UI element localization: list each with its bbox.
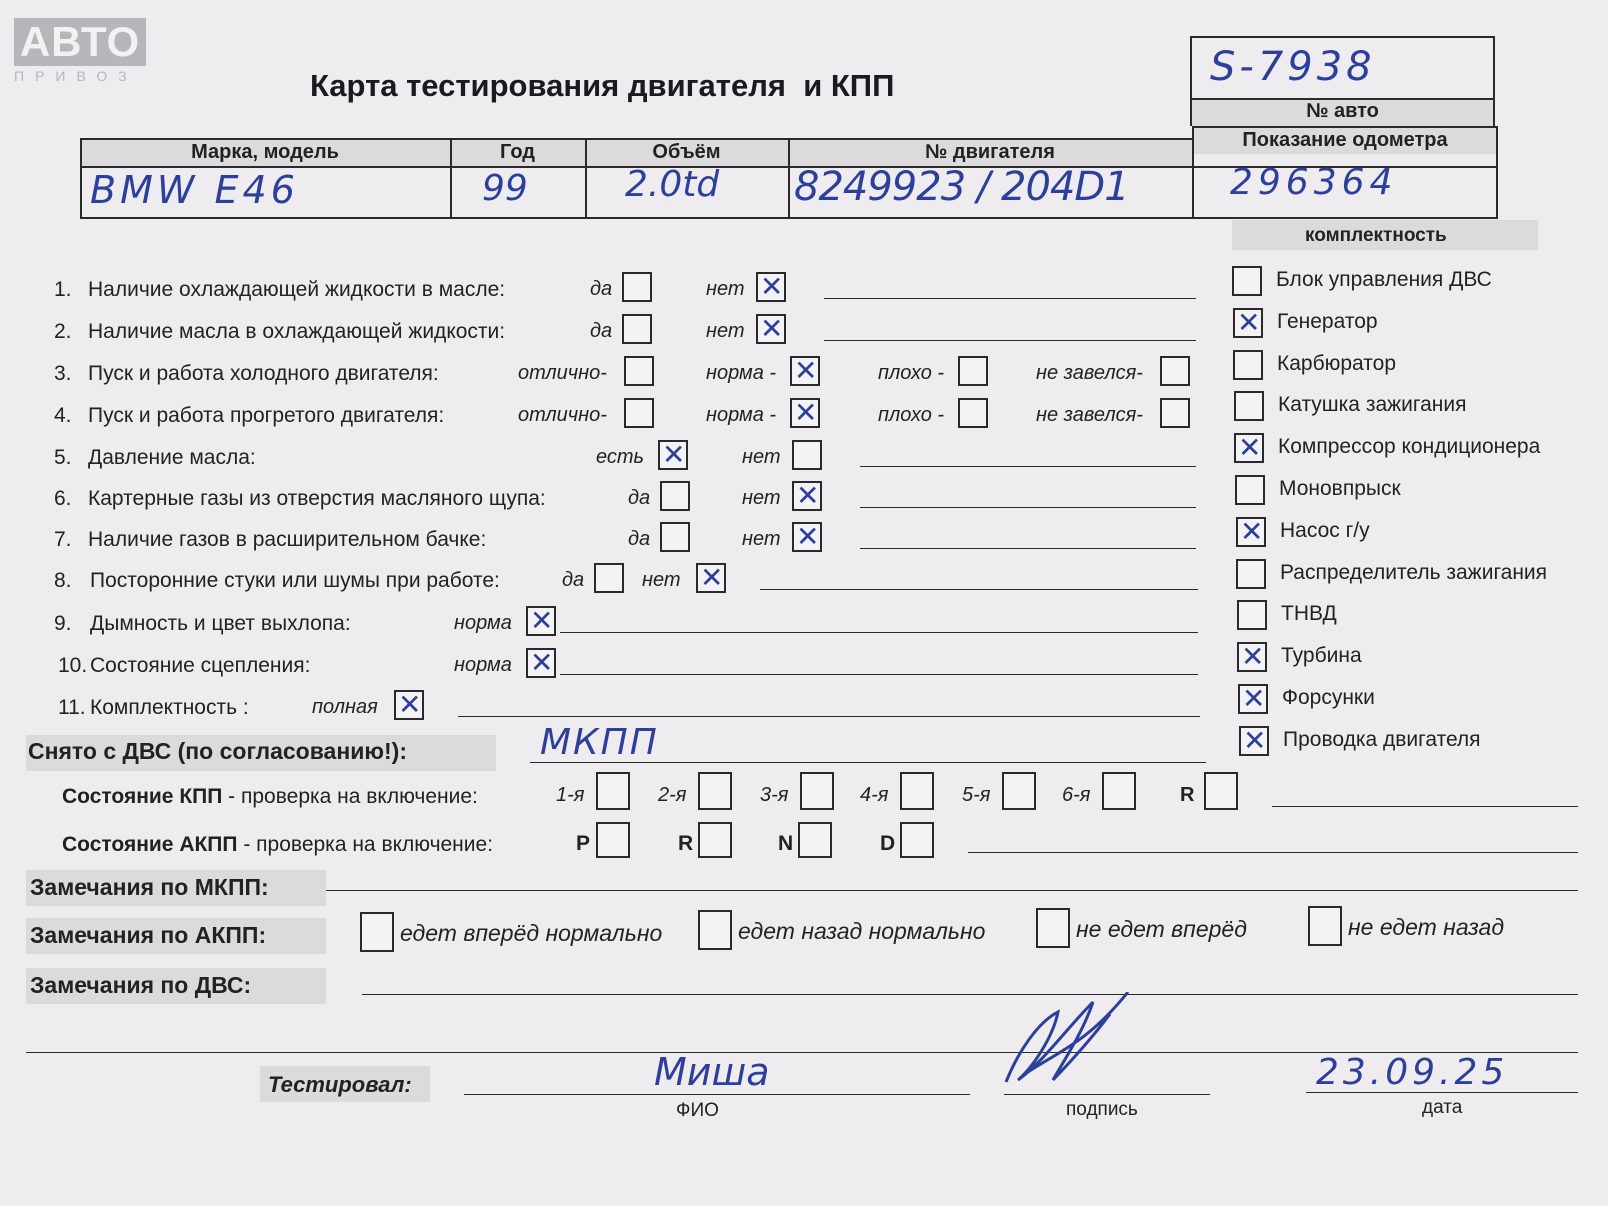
question-number: 10.	[58, 654, 88, 677]
brand-label: Марка, модель	[191, 141, 339, 163]
option-checkbox[interactable]	[696, 563, 726, 593]
option-checkbox[interactable]	[394, 690, 424, 720]
completeness-checkbox[interactable]	[1235, 475, 1265, 505]
date-caption: дата	[1422, 1097, 1463, 1118]
option-checkbox[interactable]	[660, 481, 690, 511]
remarks-akpp-label: Замечания по АКПП:	[30, 922, 267, 948]
completeness-checkbox[interactable]	[1233, 350, 1263, 380]
option-checkbox[interactable]	[792, 522, 822, 552]
question-number: 1.	[54, 278, 72, 301]
option-label: норма	[454, 612, 512, 634]
engine-label: № двигателя	[925, 141, 1055, 163]
option-checkbox[interactable]	[594, 563, 624, 593]
completeness-checkbox[interactable]	[1232, 266, 1262, 296]
completeness-item-label: Моновпрыск	[1279, 477, 1401, 500]
option-label: есть	[596, 446, 645, 468]
completeness-checkbox[interactable]	[1236, 517, 1266, 547]
mkpp-gear-label: 4-я	[860, 784, 889, 806]
option-label: нет	[642, 569, 681, 591]
akpp-remark-checkbox[interactable]	[698, 910, 732, 950]
option-checkbox[interactable]	[624, 356, 654, 386]
option-label: нет	[742, 487, 781, 509]
remarks-mkpp-label: Замечания по МКПП:	[30, 874, 269, 900]
question-number: 2.	[54, 320, 72, 343]
option-checkbox[interactable]	[624, 398, 654, 428]
option-label: нет	[742, 528, 781, 550]
option-checkbox[interactable]	[660, 522, 690, 552]
question-text: Картерные газы из отверстия масляного щупа:	[88, 487, 546, 510]
option-label: да	[590, 278, 613, 300]
mkpp-check-label: Состояние КПП - проверка на включение:	[62, 785, 478, 808]
engine-value: 8249923 / 204D1	[794, 164, 1129, 210]
mkpp-gear-checkbox[interactable]	[1102, 772, 1136, 810]
volume-label: Объём	[652, 141, 721, 163]
mkpp-gear-label: 6-я	[1062, 784, 1091, 806]
question-text: Наличие газов в расширительном бачке:	[88, 528, 487, 551]
removed-value: МКПП	[540, 722, 659, 763]
completeness-item-label: Катушка зажигания	[1278, 393, 1467, 416]
option-checkbox[interactable]	[958, 356, 988, 386]
question-number: 3.	[54, 362, 72, 385]
option-label: полная	[312, 696, 378, 718]
tested-label: Тестировал:	[268, 1072, 412, 1097]
option-label: отлично-	[518, 404, 607, 426]
question-number: 9.	[54, 612, 72, 635]
akpp-check-label: Состояние АКПП - проверка на включение:	[62, 833, 494, 856]
question-number: 11.	[58, 696, 86, 719]
completeness-checkbox[interactable]	[1237, 642, 1267, 672]
option-checkbox[interactable]	[756, 314, 786, 344]
completeness-item-label: Проводка двигателя	[1283, 728, 1481, 751]
akpp-remark-label: едет вперёд нормально	[400, 920, 663, 946]
completeness-checkbox[interactable]	[1238, 684, 1268, 714]
question-number: 7.	[54, 528, 72, 551]
akpp-gear-label: N	[778, 832, 794, 855]
akpp-gear-checkbox[interactable]	[900, 822, 934, 858]
completeness-checkbox[interactable]	[1237, 600, 1267, 630]
akpp-remark-label: не едет вперёд	[1076, 916, 1247, 942]
year-value: 99	[482, 168, 528, 209]
question-number: 4.	[54, 404, 72, 427]
fio-caption: ФИО	[676, 1100, 719, 1121]
akpp-gear-checkbox[interactable]	[596, 822, 630, 858]
date-value: 23.09.25	[1316, 1052, 1509, 1093]
completeness-checkbox[interactable]	[1233, 308, 1263, 338]
akpp-remark-checkbox[interactable]	[1308, 906, 1342, 946]
completeness-title: комплектность	[1305, 225, 1447, 246]
option-checkbox[interactable]	[792, 481, 822, 511]
question-number: 6.	[54, 487, 72, 510]
question-text: Наличие охлаждающей жидкости в масле:	[88, 278, 506, 301]
mkpp-gear-checkbox[interactable]	[800, 772, 834, 810]
brand-value: BMW E46	[90, 168, 299, 212]
mkpp-gear-checkbox[interactable]	[596, 772, 630, 810]
remarks-dvs-label: Замечания по ДВС:	[30, 972, 252, 998]
akpp-remark-label: не едет назад	[1348, 914, 1505, 940]
sign-caption: подпись	[1066, 1099, 1138, 1120]
mkpp-gear-checkbox[interactable]	[1204, 772, 1238, 810]
question-text: Комплектность :	[90, 696, 249, 719]
page-title: Карта тестирования двигателя и КПП	[310, 68, 895, 103]
option-label: нет	[742, 446, 781, 468]
removed-label: Снято с ДВС (по согласованию!):	[28, 738, 407, 764]
option-checkbox[interactable]	[958, 398, 988, 428]
car-number-box	[1190, 36, 1495, 126]
option-label: плохо -	[878, 404, 945, 426]
mkpp-gear-checkbox[interactable]	[1002, 772, 1036, 810]
option-checkbox[interactable]	[622, 272, 652, 302]
completeness-checkbox[interactable]	[1234, 391, 1264, 421]
option-checkbox[interactable]	[790, 398, 820, 428]
akpp-gear-checkbox[interactable]	[698, 822, 732, 858]
question-text: Дымность и цвет выхлопа:	[90, 612, 351, 635]
fio-value: Миша	[654, 1050, 770, 1094]
question-text: Пуск и работа прогретого двигателя:	[88, 404, 445, 427]
mkpp-gear-label: 5-я	[962, 784, 991, 806]
option-label: да	[590, 320, 613, 342]
odometer-label: Показание одометра	[1242, 129, 1448, 151]
akpp-gear-label: D	[880, 832, 896, 855]
option-label: да	[562, 569, 585, 591]
option-label: норма -	[706, 404, 777, 426]
option-label: норма -	[706, 362, 777, 384]
logo-main: АВТО	[14, 18, 146, 66]
logo-sub: ПРИВОЗ	[14, 68, 138, 84]
car-number-value: S-7938	[1210, 44, 1376, 90]
akpp-gear-label: P	[576, 832, 591, 855]
completeness-item-label: Форсунки	[1282, 686, 1375, 709]
completeness-item-label: ТНВД	[1281, 602, 1337, 625]
option-label: не завелся-	[1036, 362, 1143, 384]
option-checkbox[interactable]	[756, 272, 786, 302]
completeness-item-label: Карбюратор	[1277, 352, 1397, 375]
mkpp-gear-label: 2-я	[658, 784, 687, 806]
question-text: Давление масла:	[88, 446, 256, 469]
question-text: Наличие масла в охлаждающей жидкости:	[88, 320, 506, 343]
completeness-checkbox[interactable]	[1236, 559, 1266, 589]
option-checkbox[interactable]	[1160, 356, 1190, 386]
option-label: плохо -	[878, 362, 945, 384]
question-text: Пуск и работа холодного двигателя:	[88, 362, 439, 385]
completeness-item-label: Насос г/у	[1280, 519, 1370, 542]
car-number-label: № авто	[1306, 100, 1379, 122]
volume-value: 2.0td	[625, 164, 720, 205]
option-label: норма	[454, 654, 512, 676]
option-label: не завелся-	[1036, 404, 1143, 426]
option-checkbox[interactable]	[790, 356, 820, 386]
completeness-item-label: Компрессор кондиционера	[1278, 435, 1541, 458]
option-checkbox[interactable]	[526, 606, 556, 636]
option-label: нет	[706, 278, 745, 300]
akpp-remark-label: едет назад нормально	[738, 918, 986, 944]
mkpp-gear-label: R	[1180, 784, 1195, 806]
mkpp-gear-label: 1-я	[556, 784, 585, 806]
mkpp-gear-label: 3-я	[760, 784, 789, 806]
question-number: 8.	[54, 569, 72, 592]
akpp-remark-checkbox[interactable]	[1036, 908, 1070, 948]
question-number: 5.	[54, 446, 72, 469]
completeness-checkbox[interactable]	[1239, 726, 1269, 756]
mkpp-gear-checkbox[interactable]	[900, 772, 934, 810]
option-label: нет	[706, 320, 745, 342]
option-checkbox[interactable]	[622, 314, 652, 344]
completeness-item-label: Генератор	[1277, 310, 1378, 333]
completeness-item-label: Распределитель зажигания	[1280, 561, 1548, 584]
signature	[998, 992, 1138, 1092]
akpp-remark-checkbox[interactable]	[360, 912, 394, 952]
completeness-checkbox[interactable]	[1234, 433, 1264, 463]
mkpp-gear-checkbox[interactable]	[698, 772, 732, 810]
option-label: отлично-	[518, 362, 607, 384]
question-text: Состояние сцепления:	[90, 654, 311, 677]
question-text: Посторонние стуки или шумы при работе:	[90, 569, 500, 592]
akpp-gear-checkbox[interactable]	[798, 822, 832, 858]
option-checkbox[interactable]	[1160, 398, 1190, 428]
header-table	[80, 126, 1498, 221]
year-label: Год	[500, 141, 535, 163]
option-checkbox[interactable]	[658, 440, 688, 470]
option-label: да	[628, 528, 651, 550]
option-checkbox[interactable]	[792, 440, 822, 470]
odometer-value: 296364	[1230, 162, 1398, 203]
logo	[14, 18, 146, 84]
completeness-item-label: Блок управления ДВС	[1276, 268, 1492, 291]
option-label: да	[628, 487, 651, 509]
completeness-item-label: Турбина	[1281, 644, 1362, 667]
akpp-gear-label: R	[678, 832, 694, 855]
option-checkbox[interactable]	[526, 648, 556, 678]
